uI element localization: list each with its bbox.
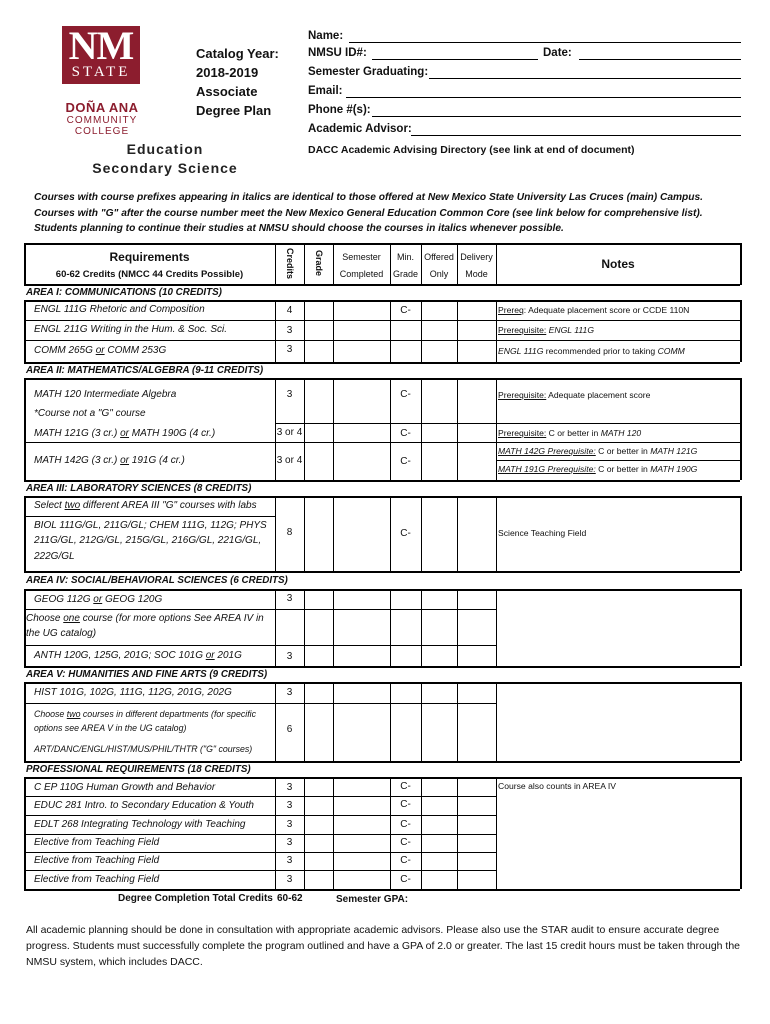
logo-dona-ana: DOÑA ANA: [65, 100, 139, 115]
note-engl-211g: [498, 325, 594, 335]
credits-math-142g: 3 or 4: [276, 455, 303, 466]
humanities-course-list: ART/DANC/ENGL/HIST/MUS/PHIL/THTR ("G" courses): [34, 744, 253, 754]
lab-courses-line-2: 211G/GL, 212G/GL, 215G/GL, 216G/GL, 221G/GL,: [34, 535, 262, 546]
note-engl-111g: [498, 305, 689, 315]
total-credits-label: Degree Completion Total Credits: [118, 893, 273, 904]
note-math-191g-text: C or better in: [595, 464, 651, 474]
course-engl-111g: ENGL 111G Rhetoric and Composition: [34, 304, 205, 315]
select-two-lab-courses: [34, 500, 257, 511]
note-math-121g-b: MATH 120: [600, 428, 642, 438]
course-comm-a: COMM 265G: [34, 345, 93, 356]
advising-directory-note: DACC Academic Advising Directory (see link at end of document): [308, 144, 635, 156]
phone-field[interactable]: [372, 116, 741, 117]
area-1-heading: AREA I: COMMUNICATIONS (10 CREDITS): [26, 287, 222, 298]
credits-comm: 3: [286, 344, 293, 355]
choose-one-count: one: [63, 613, 80, 624]
note-math-142g-b: MATH 121G: [650, 446, 698, 456]
credits-geog: 3: [286, 593, 293, 604]
semester-graduating-field[interactable]: [429, 78, 741, 79]
grade-math-121g: C-: [400, 428, 411, 439]
credits-engl-111g: 4: [286, 305, 293, 316]
grade-engl-111g: C-: [400, 305, 411, 316]
course-anth-b: 201G: [214, 650, 242, 661]
credits-elective-2: 3: [286, 855, 293, 866]
nmsu-id-label: NMSU ID#:: [308, 47, 367, 59]
note-math-120-label: Prerequisite:: [498, 390, 547, 400]
course-math-121g-a: MATH 121G (3 cr.): [34, 428, 121, 439]
credits-hist: 3: [286, 687, 293, 698]
grade-lab-sciences: C-: [400, 528, 411, 539]
course-geog-or: or: [93, 594, 103, 605]
requirements-header: Requirements: [109, 250, 190, 264]
course-hist: HIST 101G, 102G, 111G, 112G, 201G, 202G: [34, 687, 232, 698]
course-comm-b: COMM 253G: [104, 345, 167, 356]
advisor-label: Academic Advisor:: [308, 123, 412, 135]
semester-graduating-label: Semester Graduating:: [308, 66, 429, 78]
date-field[interactable]: [579, 59, 741, 60]
credits-subheader: 60-62 Credits (NMCC 44 Credits Possible): [55, 269, 244, 280]
credits-anth-soc: 3: [286, 651, 293, 662]
grade-edlt-268: C-: [400, 819, 411, 830]
logo-state-text: STATE: [71, 64, 131, 80]
total-credits-value: 60-62: [277, 893, 303, 904]
grade-educ-281: C-: [400, 799, 411, 810]
lab-courses-line-3: 222G/GL: [34, 551, 75, 562]
note-math-191g: [498, 464, 697, 474]
course-math-142g-a: MATH 142G (3 cr.): [34, 455, 121, 466]
course-elective-3: Elective from Teaching Field: [34, 874, 160, 885]
course-math-121g-b: MATH 190G (4 cr.): [129, 428, 216, 439]
advisor-field[interactable]: [411, 135, 741, 136]
completed-header: Completed: [339, 269, 384, 279]
note-math-142g-label: MATH 142G Prerequisite:: [498, 446, 596, 456]
course-elective-2: Elective from Teaching Field: [34, 855, 160, 866]
note-comm: [498, 346, 685, 356]
area-4-heading: AREA IV: SOCIAL/BEHAVIORAL SCIENCES (6 CREDITS): [26, 575, 288, 586]
note-math-191g-label: MATH 191G Prerequisite:: [498, 464, 596, 474]
grade-math-142g: C-: [400, 456, 411, 467]
note-comm-b: COMM: [657, 346, 685, 356]
note-math-121g-label: Prerequisite:: [498, 428, 547, 438]
name-field[interactable]: [349, 42, 741, 43]
logo-community-college: [56, 115, 148, 137]
note-math-120-text: Adequate placement score: [546, 390, 651, 400]
course-comm: [34, 345, 166, 356]
email-field[interactable]: [346, 97, 741, 98]
select-two-count: two: [64, 500, 81, 511]
credits-humanities: 6: [286, 724, 293, 735]
course-math-142g-or: or: [120, 455, 130, 466]
credits-cep-110g: 3: [286, 782, 293, 793]
note-math-142g-text: C or better in: [595, 446, 651, 456]
choose-two-pre: Choose: [34, 709, 67, 719]
degree-plan-label: Degree Plan: [196, 103, 272, 118]
note-cep-110g: Course also counts in AREA IV: [498, 781, 616, 791]
degree-type: Associate: [196, 84, 258, 99]
course-anth-a: ANTH 120G, 125G, 201G; SOC 101G: [34, 650, 206, 661]
note-engl-211g-text: ENGL 111G: [546, 325, 595, 335]
course-math-121g-or: or: [120, 428, 130, 439]
note-math-120: [498, 390, 650, 400]
course-math-120: MATH 120 Intermediate Algebra: [34, 389, 177, 400]
area-2-heading: AREA II: MATHEMATICS/ALGEBRA (9-11 CREDITS): [26, 365, 264, 376]
credits-elective-3: 3: [286, 874, 293, 885]
grade-elective-1: C-: [400, 837, 411, 848]
nmsu-id-field[interactable]: [372, 59, 538, 60]
offered-header: Offered: [424, 252, 454, 262]
credits-math-120: 3: [286, 389, 293, 400]
note-comm-text: recommended prior to taking: [543, 346, 658, 356]
min-header: Min.: [396, 252, 414, 262]
course-math-142g-b: 191G (4 cr.): [129, 455, 185, 466]
grade-elective-3: C-: [400, 874, 411, 885]
course-comm-or: or: [95, 345, 105, 356]
course-elective-1: Elective from Teaching Field: [34, 837, 160, 848]
note-engl-111g-label: Prereq: [498, 305, 524, 315]
note-engl-211g-label: Prerequisite:: [498, 325, 547, 335]
credits-educ-281: 3: [286, 800, 293, 811]
note-math-121g: [498, 428, 641, 438]
phone-label: Phone #(s):: [308, 104, 371, 116]
choose-one-course: [26, 613, 264, 624]
course-cep-110g: C EP 110G Human Growth and Behavior: [34, 782, 216, 793]
course-geog-a: GEOG 112G: [34, 594, 94, 605]
name-label: Name:: [308, 30, 344, 42]
choose-one-pre: Choose: [26, 613, 64, 624]
choose-one-course-line-2: the UG catalog): [26, 628, 97, 639]
choose-two-count: two: [66, 709, 81, 719]
semester-header: Semester: [342, 252, 381, 262]
note-math-142g: [498, 446, 697, 456]
note-comm-a: ENGL 111G: [498, 346, 544, 356]
semester-gpa-label: Semester GPA:: [336, 894, 409, 905]
choose-one-post: course (for more options See AREA IV in: [79, 613, 264, 624]
area-3-heading: AREA III: LABORATORY SCIENCES (8 CREDITS): [26, 483, 252, 494]
credits-math-121g: 3 or 4: [276, 427, 303, 438]
catalog-year-label: Catalog Year:: [196, 46, 279, 61]
course-math-121g: [34, 428, 215, 439]
select-two-post: different AREA III "G" courses with labs: [80, 500, 257, 511]
select-two-pre: Select: [34, 500, 65, 511]
note-math-191g-b: MATH 190G: [650, 464, 698, 474]
intro-paragraph: Courses with course prefixes appearing in italics are identical to those offered at New Mexico State University Las Cruces (main) Campus. Courses with "G" after the course number meet the New Mexico General Education Common Core (see link below for comprehensive list). Students planning to continue their studies at NMSU should choose the courses in italics whenever possible.: [34, 192, 703, 234]
grade-elective-2: C-: [400, 855, 411, 866]
grade-header: Grade: [314, 250, 324, 277]
logo-nm-text: NM: [68, 23, 134, 68]
course-not-g-note: *Course not a "G" course: [34, 408, 146, 419]
delivery-mode-header: Mode: [465, 269, 488, 279]
email-label: Email:: [308, 85, 343, 97]
choose-two-courses: [34, 709, 256, 719]
date-label: Date:: [543, 47, 572, 59]
choose-two-post: courses in different departments (for specific: [80, 709, 256, 719]
course-edlt-268: EDLT 268 Integrating Technology with Teaching: [34, 819, 246, 830]
note-lab-sciences: Science Teaching Field: [498, 528, 587, 538]
program-title-2: Secondary Science: [92, 160, 238, 176]
grade-math-120: C-: [400, 389, 411, 400]
course-geog-b: GEOG 120G: [102, 594, 163, 605]
logo-college: COLLEGE: [74, 126, 130, 137]
grade-cep-110g: C-: [400, 781, 411, 792]
credits-lab-sciences: 8: [286, 527, 293, 538]
credits-elective-1: 3: [286, 837, 293, 848]
offered-only-header: Only: [429, 269, 449, 279]
program-title-1: Education: [126, 141, 204, 157]
delivery-header: Delivery: [460, 252, 493, 262]
course-engl-211g: ENGL 211G Writing in the Hum. & Soc. Sci.: [34, 324, 228, 335]
professional-heading: PROFESSIONAL REQUIREMENTS (18 CREDITS): [26, 764, 251, 775]
course-educ-281: EDUC 281 Intro. to Secondary Education & Youth: [34, 800, 254, 811]
course-anth-or: or: [205, 650, 215, 661]
note-engl-111g-text: : Adequate placement score or CCDE 110N: [523, 305, 690, 315]
choose-two-courses-line-2: options see AREA V in the UG catalog): [34, 723, 187, 733]
lab-courses-line-1: BIOL 111G/GL, 211G/GL; CHEM 111G, 112G; PHYS: [34, 520, 267, 531]
footer-paragraph: All academic planning should be done in consultation with appropriate academic advisors. Please also use the STAR audit to ensure accurate degree progress. Students must successfully complete the program outlined and have a GPA of 2.0 or greater. The last 15 credit hours must be taken through the NMSU system, which includes DACC.: [26, 924, 741, 968]
credits-header: Credits: [285, 248, 295, 280]
logo-community: COMMUNITY: [66, 115, 138, 126]
notes-header: Notes: [601, 257, 635, 271]
course-math-142g: [34, 455, 185, 466]
course-geog: [34, 594, 162, 605]
credits-engl-211g: 3: [286, 325, 293, 336]
note-math-121g-text: C or better in: [546, 428, 601, 438]
course-anth-soc: [34, 650, 242, 661]
credits-edlt-268: 3: [286, 819, 293, 830]
min-grade-header: Grade: [392, 269, 418, 279]
catalog-year-value: 2018-2019: [196, 65, 259, 80]
area-5-heading: AREA V: HUMANITIES AND FINE ARTS (9 CREDITS): [26, 669, 268, 680]
